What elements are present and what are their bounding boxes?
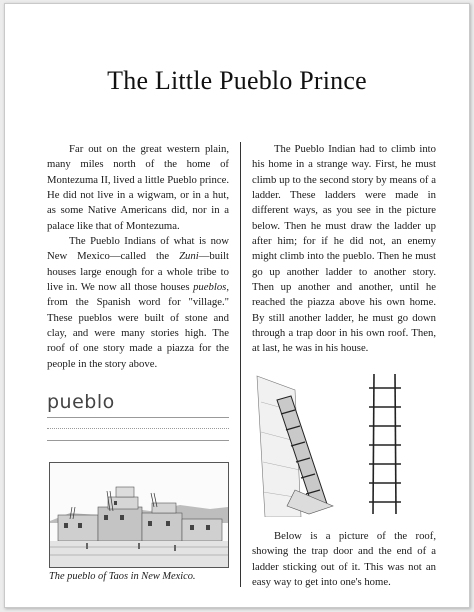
taos-pueblo-photo — [49, 462, 229, 568]
paragraph: The Pueblo Indian had to climb into his home in a strange way. First, he must climb up to the second story by means of a ladder. These ladders were made in different ways, as you see in the picture below. Then he must draw the ladder up after him; for if he did not, an enemy might climb into the pueblo. Then he must go up another ladder to another story. Then up another and another, until he reached the piazza above his own home. By still another ladder, he must go down through a trap door in his own roof. Then, at last, he was in his house. — [252, 143, 436, 355]
handwriting-baseline — [47, 417, 229, 418]
handwriting-baseline — [47, 440, 229, 441]
column-divider — [240, 142, 241, 587]
right-column-text — [252, 142, 436, 357]
paragraph: Below is a picture of the roof, showing the trap door and the end of a ladder sticking out of it. This was not an easy way to get into one's home. — [252, 530, 436, 589]
worksheet-page — [4, 3, 470, 608]
photo-caption: The pueblo of Taos in New Mexico. — [49, 571, 196, 582]
left-column-text — [47, 142, 229, 372]
paragraph: Far out on the great western plain, many miles north of the home of Montezuma II, lived a little Pueblo prince. He did not live in a wigwam, or in a hut, as some Native Americans did, nor in a palace like that of Montezuma. — [47, 143, 229, 232]
handwriting-midline — [47, 428, 229, 429]
pole-ladder-sketch — [365, 374, 407, 516]
vocabulary-word: pueblo — [47, 391, 115, 413]
page-title: The Little Pueblo Prince — [107, 66, 367, 95]
paragraph: The Pueblo Indians of what is now New Mexico—called the Zuni—built houses large enough for a whole tribe to live in. We now all those houses pueblos, from the Spanish word for "village." These pueblos were built of stone and clay, and were many stories high. The roof of one story made a piazza for the people in the story above. — [47, 235, 229, 370]
right-column-bottom-text — [252, 529, 436, 590]
leaning-log-ladder-sketch — [255, 372, 337, 517]
